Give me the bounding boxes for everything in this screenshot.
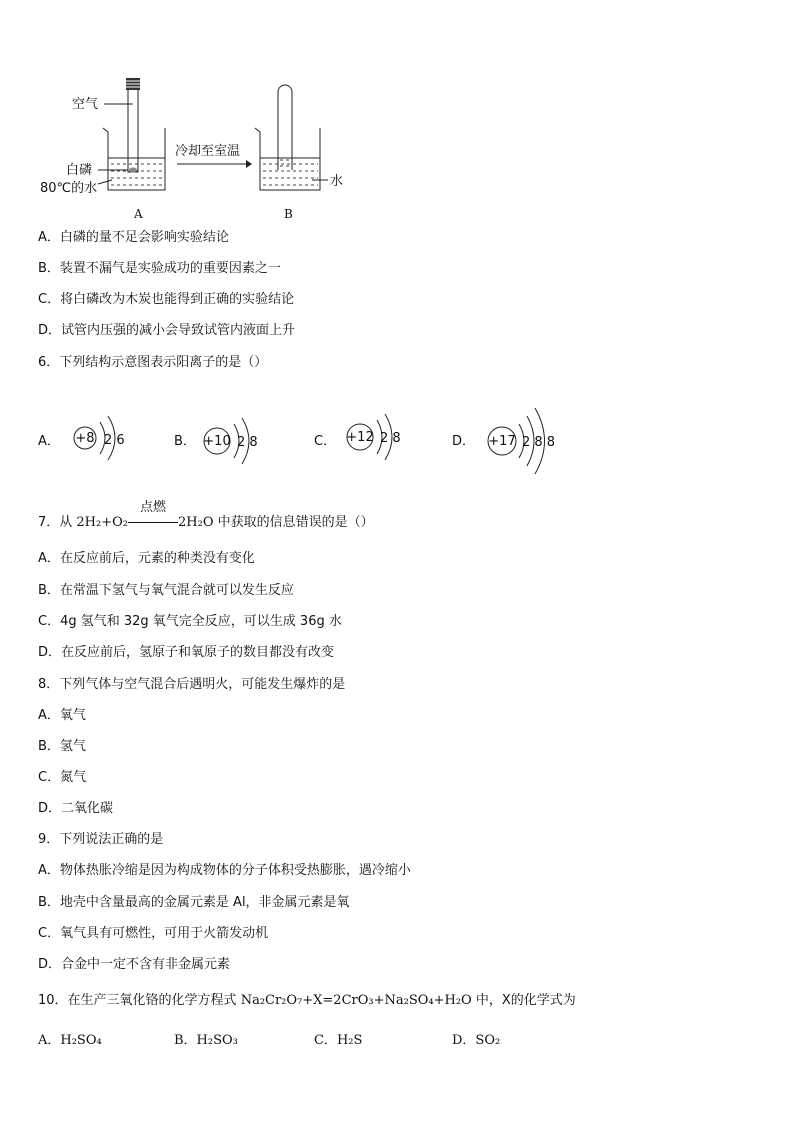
q9-option-c: C．氧气具有可燃性，可用于火箭发动机 bbox=[38, 926, 269, 941]
label-air: 空气 bbox=[72, 97, 99, 112]
electron-shells: 2 8 bbox=[237, 435, 258, 450]
label-phosphorus: 白磷 bbox=[66, 163, 93, 178]
q7-option-c: C．4g 氢气和 32g 氧气完全反应，可以生成 36g 水 bbox=[38, 614, 342, 629]
q6-stem: 6．下列结构示意图表示阳离子的是（） bbox=[38, 355, 268, 370]
q8-option-b: B．氢气 bbox=[38, 739, 86, 754]
q7-option-d: D．在反应前后，氢原子和氧原子的数目都没有改变 bbox=[38, 645, 335, 660]
label-water: 水 bbox=[330, 174, 344, 189]
q7-reaction-condition: 点燃 bbox=[128, 514, 178, 532]
caption-a: A bbox=[134, 207, 143, 221]
q7-option-b: B．在常温下氢气与氧气混合就可以发生反应 bbox=[38, 583, 294, 598]
q10-option-d: D．SO₂ bbox=[452, 1033, 501, 1048]
q10-option-c: C．H₂S bbox=[314, 1033, 363, 1048]
q7-reactants: 2H₂+O₂ bbox=[76, 515, 128, 530]
caption-b: B bbox=[284, 207, 293, 221]
q9-option-d: D．合金中一定不含有非金属元素 bbox=[38, 957, 231, 972]
q9-stem: 9．下列说法正确的是 bbox=[38, 832, 164, 847]
q7-stem: 7．从 2H₂+O₂ 点燃 2H₂O 中获取的信息错误的是（） bbox=[38, 500, 374, 530]
q8-option-d: D．二氧化碳 bbox=[38, 801, 114, 816]
q10-equation: Na₂Cr₂O₇+X=2CrO₃+Na₂SO₄+H₂O bbox=[240, 993, 472, 1008]
q9-option-b: B．地壳中含量最高的金属元素是 Al，非金属元素是氧 bbox=[38, 895, 350, 910]
q5-option-c: C．将白磷改为木炭也能得到正确的实验结论 bbox=[38, 292, 295, 307]
option-letter: A． bbox=[38, 434, 60, 449]
nucleus-charge: +17 bbox=[488, 434, 516, 449]
phosphorus-piece bbox=[129, 168, 137, 173]
q5-option-a: A．白磷的量不足会影响实验结论 bbox=[38, 230, 229, 245]
nucleus-charge: +12 bbox=[346, 430, 374, 445]
option-letter: D． bbox=[452, 434, 476, 449]
electron-shells: 2 8 bbox=[380, 431, 401, 446]
q5-option-d: D．试管内压强的减小会导致试管内液面上升 bbox=[38, 323, 296, 338]
beaker-b bbox=[255, 85, 328, 190]
nucleus-charge: +8 bbox=[75, 431, 95, 446]
beaker-a bbox=[98, 78, 165, 190]
arrow-text: 冷却至室温 bbox=[175, 144, 241, 159]
option-letter: B． bbox=[174, 434, 196, 449]
q10-stem: 10．在生产三氧化铬的化学方程式 Na₂Cr₂O₇+X=2CrO₃+Na₂SO₄+H₂O 中，X的化学式为 bbox=[38, 993, 576, 1008]
label-hot-water: 80℃的水 bbox=[40, 181, 98, 196]
q8-option-c: C．氮气 bbox=[38, 770, 87, 785]
experiment-figure bbox=[0, 0, 794, 230]
electron-shells: 2 8 8 bbox=[522, 435, 556, 450]
option-letter: C． bbox=[314, 434, 337, 449]
q8-stem: 8．下列气体与空气混合后遇明火，可能发生爆炸的是 bbox=[38, 677, 346, 692]
q8-option-a: A．氧气 bbox=[38, 708, 86, 723]
q7-product: 2H₂O bbox=[178, 515, 214, 530]
q9-option-a: A．物体热胀冷缩是因为构成物体的分子体积受热膨胀，遇冷缩小 bbox=[38, 863, 411, 878]
electron-shells: 2 6 bbox=[104, 433, 125, 448]
q5-option-b: B．装置不漏气是实验成功的重要因素之一 bbox=[38, 261, 281, 276]
q10-option-a: A．H₂SO₄ bbox=[38, 1033, 102, 1048]
q7-option-a: A．在反应前后，元素的种类没有变化 bbox=[38, 551, 255, 566]
q10-option-b: B．H₂SO₃ bbox=[174, 1033, 238, 1048]
nucleus-charge: +10 bbox=[203, 434, 231, 449]
arrow-right-icon bbox=[246, 160, 252, 168]
